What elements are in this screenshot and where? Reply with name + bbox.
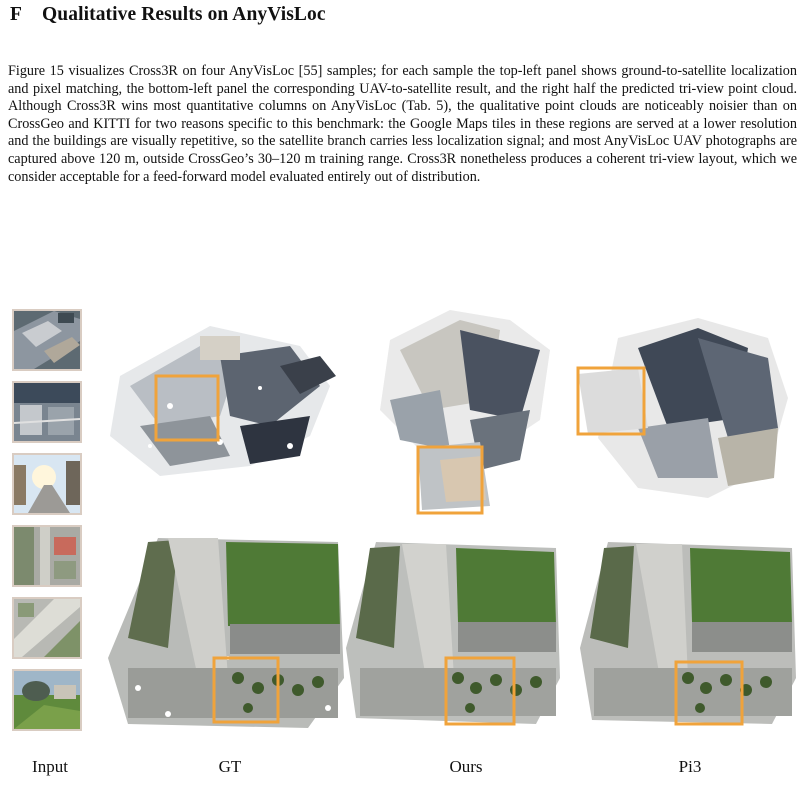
section-title: Qualitative Results on AnyVisLoc — [42, 4, 326, 25]
column-label-pi3: Pi3 — [678, 757, 702, 776]
input-uav-thumbnail-1 — [12, 381, 82, 443]
input-ground-thumbnail-2 — [12, 669, 82, 731]
body-paragraph: Figure 15 visualizes Cross3R on four AnyVisLoc [55] samples; for each sample the top-left panel shows ground-to-satellite localization and pixel matching, the bottom-left panel the corresponding UAV-to-satellite result, and the right half the predicted tri-view point cloud. Although Cross3R wins most quantitative columns on AnyVisLoc (Tab. 5), the qualitative point clouds are noticeably noisier than on CrossGeo and KITTI for two reasons specific to this benchmark: the Google Maps tiles in these regions are served at a lower resolution and the buildings are visually repetitive, so the satellite branch carries less localization signal; and most AnyVisLoc UAV photographs are captured above 120 m, outside CrossGeo’s 30–120 m training range. Cross3R nonetheless produces a coherent tri-view layout, which we consider acceptable for a feed-forward model evaluated entirely out of distribution. — [8, 63, 797, 185]
section-letter: F — [10, 4, 23, 25]
input-ground-thumbnail — [12, 453, 82, 515]
gt-top-pointcloud — [100, 316, 340, 502]
input-uav-thumbnail-2 — [12, 525, 82, 587]
section-heading — [10, 4, 326, 26]
ours-bottom-pointcloud — [346, 538, 566, 738]
input-uav-thumbnail-3 — [12, 597, 82, 659]
pi3-bottom-pointcloud — [578, 538, 800, 738]
gt-bottom-pointcloud — [108, 538, 346, 738]
column-label-ours: Ours — [449, 757, 483, 776]
input-satellite-thumbnail — [12, 309, 82, 371]
pi3-top-pointcloud — [578, 318, 790, 504]
column-label-gt: GT — [218, 757, 242, 776]
column-label-input: Input — [32, 757, 68, 776]
ours-top-pointcloud — [370, 310, 560, 520]
